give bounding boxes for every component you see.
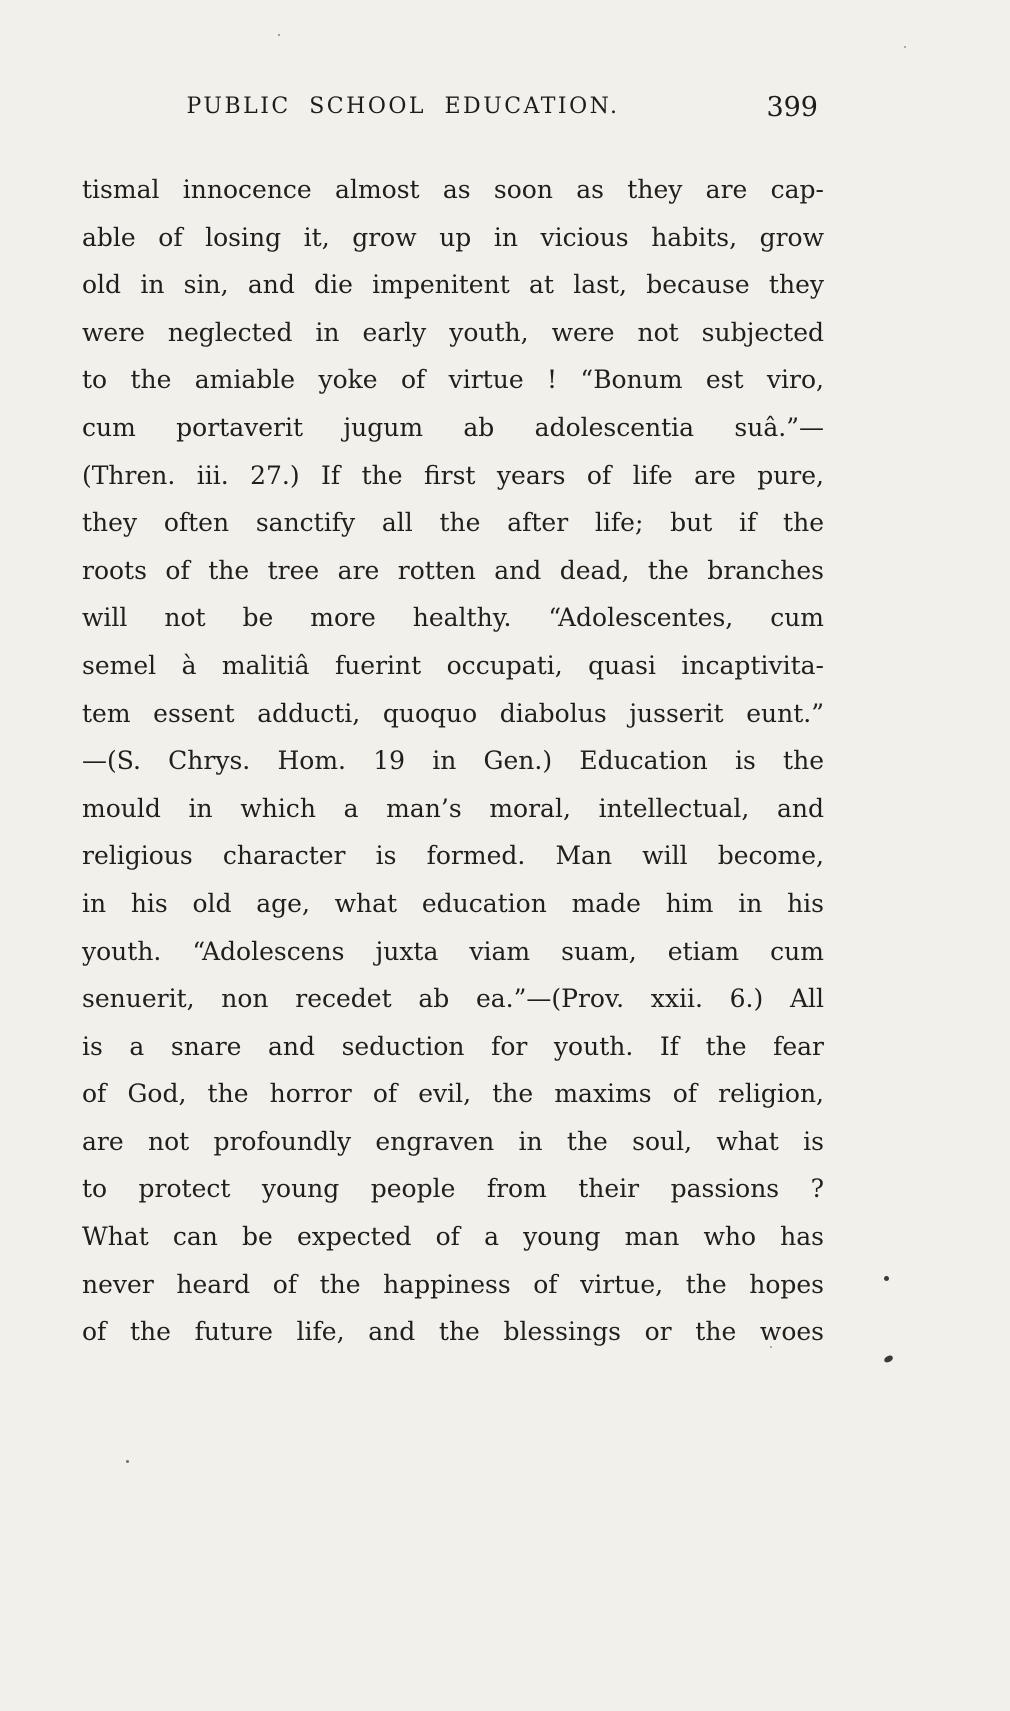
text-line: cum portaverit jugum ab adolescentia suâ.”— <box>82 412 824 442</box>
text-line: to the amiable yoke of virtue ! “Bonum est viro, <box>82 365 824 395</box>
scan-speck <box>904 46 906 48</box>
text-line: tismal innocence almost as soon as they are cap- <box>82 175 824 204</box>
text-line: in his old age, what education made him in his <box>82 888 824 918</box>
text-line: are not profoundly engraven in the soul, what is <box>82 1126 824 1156</box>
text-line: religious character is formed. Man will become, <box>82 841 824 871</box>
text-line: able of losing it, grow up in vicious habits, grow <box>82 222 824 252</box>
running-header <box>82 92 824 126</box>
text-line: semel à malitiâ fuerint occupati, quasi incaptivita- <box>82 650 824 680</box>
text-line: to protect young people from their passions ? <box>82 1174 824 1204</box>
text-line: senuerit, non recedet ab ea.”—(Prov. xxii. 6.) All <box>82 984 824 1014</box>
scan-speck <box>770 1346 772 1348</box>
scan-speck <box>884 1276 889 1281</box>
text-line: they often sanctify all the after life; but if the <box>82 508 824 538</box>
text-line: were neglected in early youth, were not subjected <box>82 317 824 347</box>
text-line: will not be more healthy. “Adolescentes, cum <box>82 603 824 633</box>
text-line: mould in which a man’s moral, intellectual, and <box>82 793 824 823</box>
page-number: 399 <box>766 92 818 123</box>
text-line: What can be expected of a young man who has <box>82 1222 824 1252</box>
text-line: (Thren. iii. 27.) If the first years of life are pure, <box>82 460 824 490</box>
text-line: —(S. Chrys. Hom. 19 in Gen.) Education is the <box>82 746 824 776</box>
text-line: of God, the horror of evil, the maxims of religion, <box>82 1079 824 1109</box>
text-line: is a snare and seduction for youth. If the fear <box>82 1031 824 1061</box>
scan-speck <box>126 1460 129 1463</box>
text-line: youth. “Adolescens juxta viam suam, etiam cum <box>82 936 824 966</box>
text-line: roots of the tree are rotten and dead, the branches <box>82 555 824 585</box>
body-text-column <box>82 166 824 1356</box>
scan-speck <box>883 1355 894 1364</box>
text-line: old in sin, and die impenitent at last, because they <box>82 270 824 300</box>
text-line: tem essent adducti, quoquo diabolus jusserit eunt.” <box>82 698 824 728</box>
scan-speck <box>278 34 280 36</box>
text-line: never heard of the happiness of virtue, the hopes <box>82 1269 824 1299</box>
page-header-title: PUBLIC SCHOOL EDUCATION. <box>186 94 620 119</box>
text-line: of the future life, and the blessings or the woes <box>82 1317 824 1347</box>
